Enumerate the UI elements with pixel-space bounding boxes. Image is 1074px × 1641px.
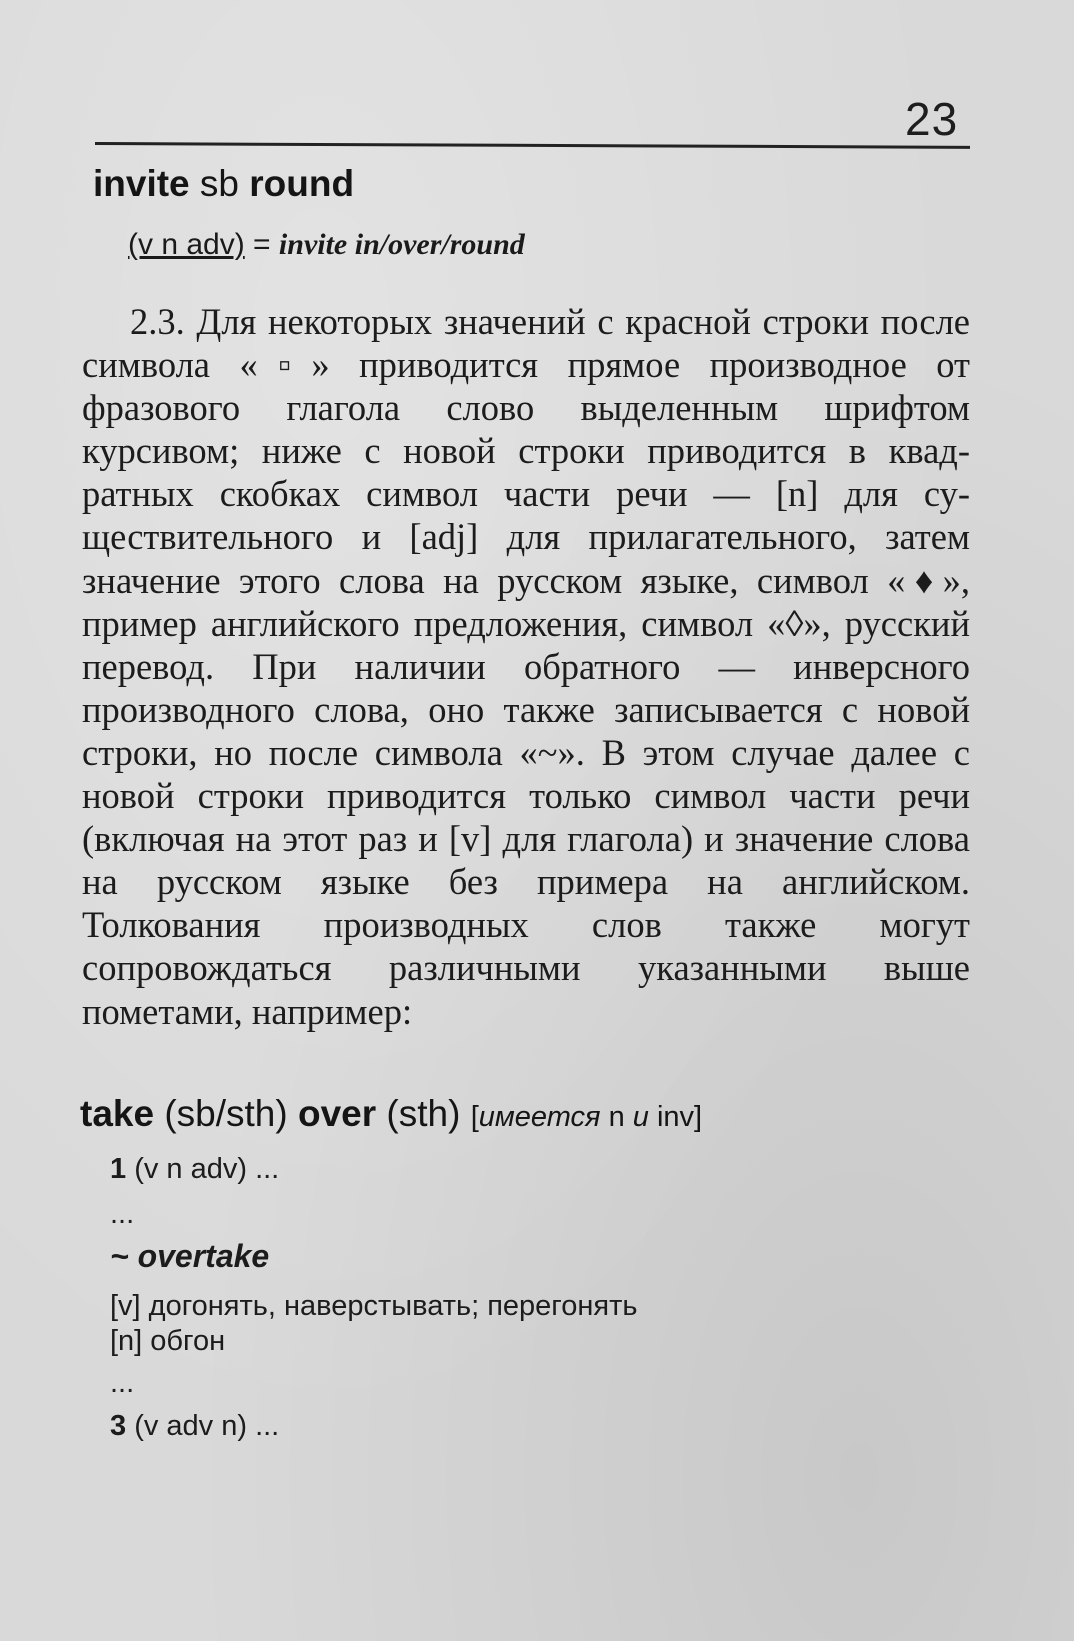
headword-particle: round [249, 163, 355, 204]
inversion-note: [имеется n и inv] [470, 1101, 703, 1133]
headword-object: sb [189, 163, 250, 204]
equals-sign: = [244, 228, 279, 261]
entry-pattern-line [128, 228, 525, 262]
sense-1 [110, 1153, 279, 1186]
derived-noun-meaning: [n] обгон [110, 1325, 226, 1357]
sense-pattern: (v adv n) ... [126, 1410, 280, 1442]
header-rule [95, 142, 970, 149]
headword-object-2: (sth) [376, 1093, 471, 1134]
explanation-paragraph: 2.3. Для некоторых значений с красной строки после символа «▫» приводится прямое производное от фразового глагола слово выделенным шрифтом курсивом; ниже с новой строки приводится в квадратных скобках символ части речи — [n] для существительного и [adj] для прилагательного, затем значение этого слова на русском языке, символ «♦», пример английского предложения, символ «◊», русский перевод. При наличии обратного — инверсного производного слова, оно также записывается с новой строки, но после символа «~». В этом случае далее с новой строки приводится только символ части речи (включая на этот раз и [v] для глагола) и значение слова на русском языке без примера на английском. Толкования производных слов также могут сопровождаться различными указанными выше пометами, например: [82, 301, 970, 1032]
sense-pattern: (v n adv) ... [126, 1153, 280, 1185]
derived-word: ~ overtake [110, 1238, 270, 1274]
headword-verb: take [80, 1093, 155, 1134]
sense-number: 3 [110, 1410, 127, 1442]
headword-particle: over [297, 1093, 377, 1134]
grammar-pattern: (v n adv) [128, 228, 245, 261]
headword-verb: invite [93, 163, 190, 204]
ellipsis-line-2: ... [110, 1367, 135, 1399]
page-number: 23 [905, 93, 959, 145]
variant-forms: invite in/over/round [278, 228, 525, 261]
entry-headword-take-over [80, 1093, 702, 1135]
headword-object: (sb/sth) [154, 1093, 298, 1134]
derived-verb-meaning: [v] догонять, наверстывать; перегонять [110, 1290, 638, 1322]
entry-headword-invite [93, 163, 354, 205]
ellipsis-line: ... [110, 1198, 135, 1230]
sense-number: 1 [110, 1153, 127, 1185]
sense-3 [110, 1410, 279, 1443]
